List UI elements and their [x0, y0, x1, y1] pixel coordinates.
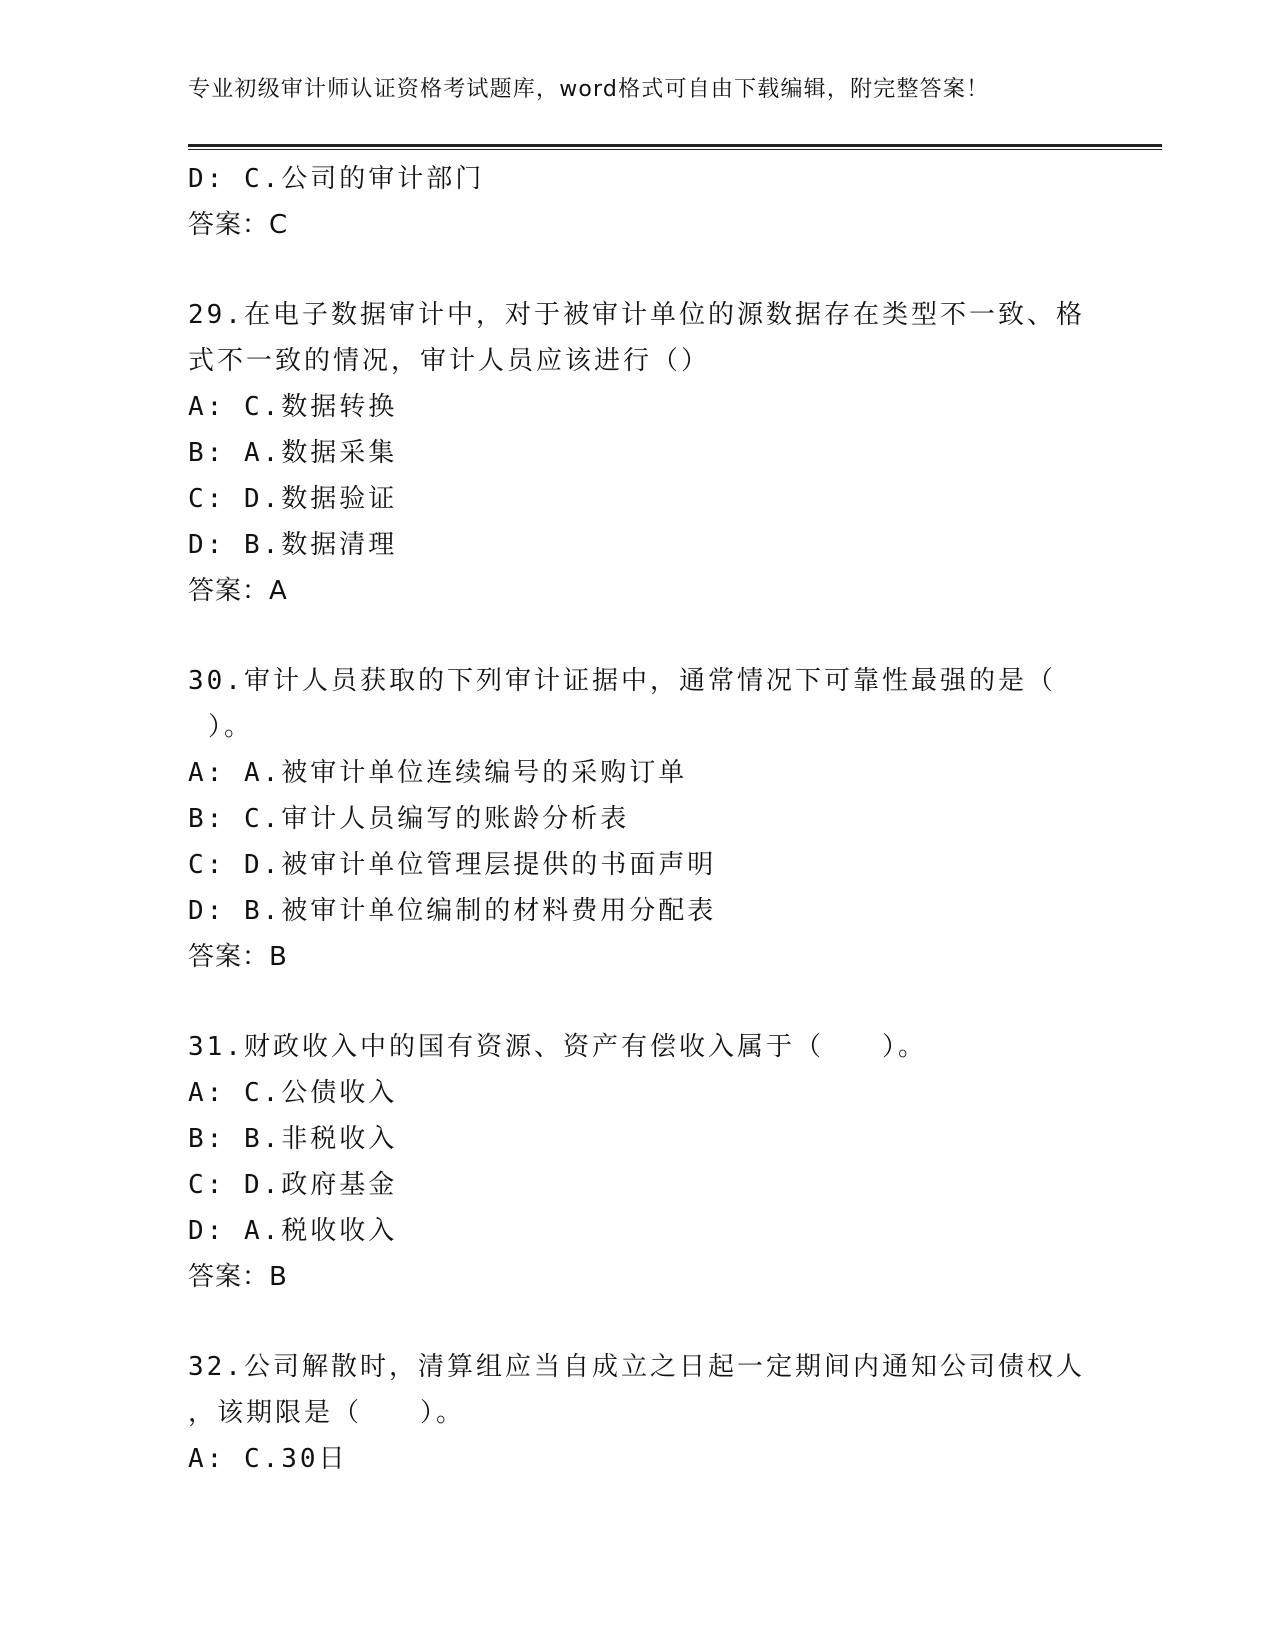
question-31 [188, 1024, 1088, 1300]
question-29-option-b: B: A.数据采集 [188, 438, 398, 468]
question-32-stem-line1: 32.公司解散时，清算组应当自成立之日起一定期间内通知公司债权人 [188, 1352, 1085, 1382]
question-29 [188, 292, 1088, 614]
question-32-option-a: A: C.30日 [188, 1444, 348, 1474]
spacer [188, 614, 1088, 658]
spacer [188, 980, 1088, 1024]
question-32 [188, 1344, 1088, 1482]
prev-option-d: D: C.公司的审计部门 [188, 164, 485, 194]
question-30 [188, 658, 1088, 980]
spacer [188, 248, 1088, 292]
question-30-option-a: A: A.被审计单位连续编号的采购订单 [188, 758, 688, 788]
question-31-answer: 答案：B [188, 1262, 288, 1292]
question-31-option-d: D: A.税收收入 [188, 1216, 398, 1246]
question-29-stem-line1: 29.在电子数据审计中，对于被审计单位的源数据存在类型不一致、格 [188, 300, 1085, 330]
header-rule-thin [188, 149, 1162, 150]
question-29-stem-line2: 式不一致的情况，审计人员应该进行（） [188, 346, 711, 376]
question-32-stem-line2: ，该期限是（ ）。 [188, 1398, 466, 1428]
question-30-stem-line1: 30.审计人员获取的下列审计证据中，通常情况下可靠性最强的是（ [188, 666, 1056, 696]
question-31-option-c: C: D.政府基金 [188, 1170, 398, 1200]
question-31-option-b: B: B.非税收入 [188, 1124, 398, 1154]
question-29-option-d: D: B.数据清理 [188, 530, 398, 560]
question-29-option-c: C: D.数据验证 [188, 484, 398, 514]
page-header: 专业初级审计师认证资格考试题库，word格式可自由下载编辑，附完整答案！ [188, 77, 990, 102]
prev-answer: 答案：C [188, 210, 289, 240]
question-content [188, 156, 1088, 1482]
question-30-option-c: C: D.被审计单位管理层提供的书面声明 [188, 850, 717, 880]
question-30-stem-line2: ）。 [208, 712, 254, 742]
question-29-option-a: A: C.数据转换 [188, 392, 398, 422]
question-30-answer: 答案：B [188, 942, 288, 972]
question-30-option-d: D: B.被审计单位编制的材料费用分配表 [188, 896, 717, 926]
question-31-option-a: A: C.公债收入 [188, 1078, 398, 1108]
header-rule-thick [188, 144, 1162, 147]
question-30-option-b: B: C.审计人员编写的账龄分析表 [188, 804, 630, 834]
question-29-answer: 答案：A [188, 576, 288, 606]
question-31-stem-line1: 31.财政收入中的国有资源、资产有偿收入属于（ ）。 [188, 1032, 927, 1062]
spacer [188, 1300, 1088, 1344]
